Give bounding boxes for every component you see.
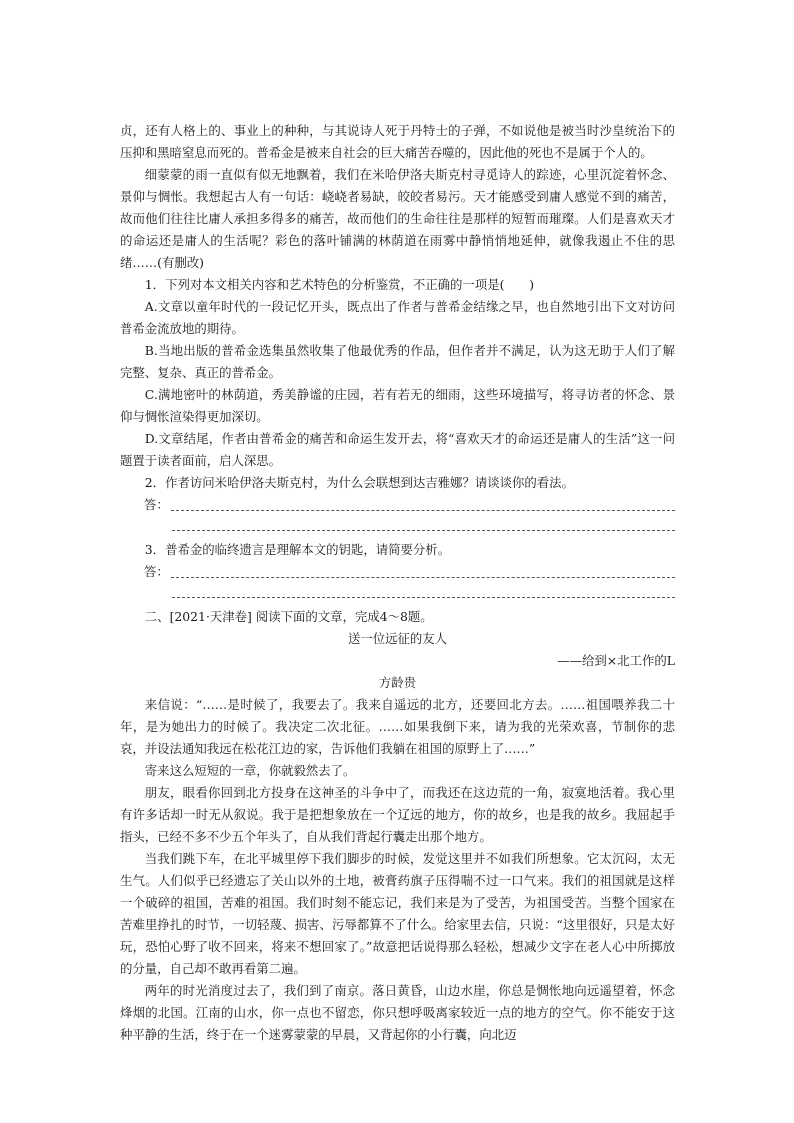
article-title: 送一位远征的友人 bbox=[347, 631, 448, 646]
article-paragraph: 朋友，眼看你回到北方投身在这神圣的斗争中了，而我还在这边荒的一角，寂寞地活着。我心里有许多话却一时无从叙说。我于是把想象放在一个辽远的地方，你的故乡，也是我的故乡。我屈起手指头，已经不多不少五个年头了，自从我们背起行囊走出那个地方。 bbox=[120, 785, 675, 844]
paragraph-continued: 贞，还有人格上的、事业上的种种，与其说诗人死于丹特士的子弹，不如说他是被当时沙皇统治下的压抑和黑暗窒息而死的。普希金是被来自社会的巨大痛苦吞噬的，因此他的死也不是属于个人的。 bbox=[120, 123, 675, 160]
answer-line[interactable] bbox=[172, 583, 675, 598]
answer-area-3[interactable] bbox=[120, 561, 675, 583]
question-3: 3．普希金的临终遗言是理解本文的钥匙，请简要分析。 bbox=[144, 542, 451, 557]
answer-line[interactable] bbox=[171, 496, 675, 511]
article-subtitle: ——给到×北工作的L bbox=[557, 653, 675, 668]
option-b: B.当地出版的普希金选集虽然收集了他最优秀的作品，但作者并不满足，认为这无助于人们了解完整、复杂、真正的普希金。 bbox=[120, 343, 675, 380]
paragraph-rain: 细蒙蒙的雨一直似有似无地飘着，我们在米哈伊洛夫斯克村寻觅诗人的踪迹，心里沉淀着怀念、景仰与惆怅。我想起古人有一句话：峣峣者易缺，皎皎者易污。天才能感受到庸人感觉不到的痛苦，故而他们往往比庸人承担多得多的痛苦，故而他们的生命往往是那样的短暂而璀璨。人们是喜欢天才的命运还是庸人的生活呢？彩色的落叶铺满的林荫道在雨雾中静悄悄地延伸，就像我遏止不住的思绪……(有删改) bbox=[120, 167, 675, 270]
question-2: 2．作者访问米哈伊洛夫斯克村，为什么会联想到达吉雅娜？请谈谈你的看法。 bbox=[144, 475, 574, 490]
option-d: D.文章结尾，作者由普希金的痛苦和命运生发开去，将“喜欢天才的命运还是庸人的生活”这一问题置于读者面前，启人深思。 bbox=[120, 431, 675, 468]
section-heading: 二、[2021·天津卷] 阅读下面的文章，完成4～8题。 bbox=[144, 609, 433, 624]
article-paragraph: 寄来这么短短的一章，你就毅然去了。 bbox=[144, 763, 356, 778]
answer-label: 答： bbox=[144, 564, 169, 579]
option-a: A.文章以童年时代的一段记忆开头，既点出了作者与普希金结缘之早，也自然地引出下文对访问普希金流放地的期待。 bbox=[120, 299, 675, 336]
article-paragraph: 当我们跳下车，在北平城里停下我们脚步的时候，发觉这里并不如我们所想象。它太沉闷，太无生气。人们似乎已经遗忘了关山以外的土地，被膏药旗子压得喘不过一口气来。我们的祖国就是这样一个破碎的祖国，苦难的祖国。我们时刻不能忘记，我们来是为了受苦，为祖国受苦。当整个国家在苦难里挣扎的时节，一切轻蔑、损害、污辱都算不了什么。给家里去信，只说：“这里很好，只是太好玩，恐怕心野了收不回来，将来不想回家了。”故意把话说得那么轻松，想减少文字在老人心中所掷放的分量，自己却不敢再看第二遍。 bbox=[120, 851, 675, 976]
answer-line[interactable] bbox=[171, 563, 675, 578]
option-c: C.满地密叶的林荫道，秀美静谧的庄园，若有若无的细雨，这些环境描写，将寻访者的怀念、景仰与惆怅渲染得更加深切。 bbox=[120, 387, 675, 424]
article-paragraph: 来信说：“……是时候了，我要去了。我来自遥远的北方，还要回北方去。……祖国喂养我二十年，是为她出力的时候了。我决定二次北征。……如果我倒下来，请为我的光荣欢喜，节制你的悲哀，并设法通知我远在松花江边的家，告诉他们我躺在祖国的原野上了……” bbox=[120, 697, 675, 756]
question-1: 1．下列对本文相关内容和艺术特色的分析鉴赏，不正确的一项是( ) bbox=[144, 277, 535, 292]
answer-label: 答： bbox=[144, 497, 169, 512]
document-page bbox=[120, 120, 675, 1046]
answer-line[interactable] bbox=[172, 516, 675, 531]
article-paragraph: 两年的时光消度过去了，我们到了南京。落日黄昏，山边水崖，你总是惆怅地向远遥望着，怀念烽烟的北国。江南的山水，你一点也不留恋，你只想呼吸离家较近一点的地方的空气。你不能安于这种平静的生活，终于在一个迷雾蒙蒙的早晨，又背起你的小行囊，向北迈 bbox=[120, 983, 675, 1042]
article-author: 方龄贵 bbox=[378, 675, 417, 690]
answer-area-2[interactable] bbox=[120, 494, 675, 516]
